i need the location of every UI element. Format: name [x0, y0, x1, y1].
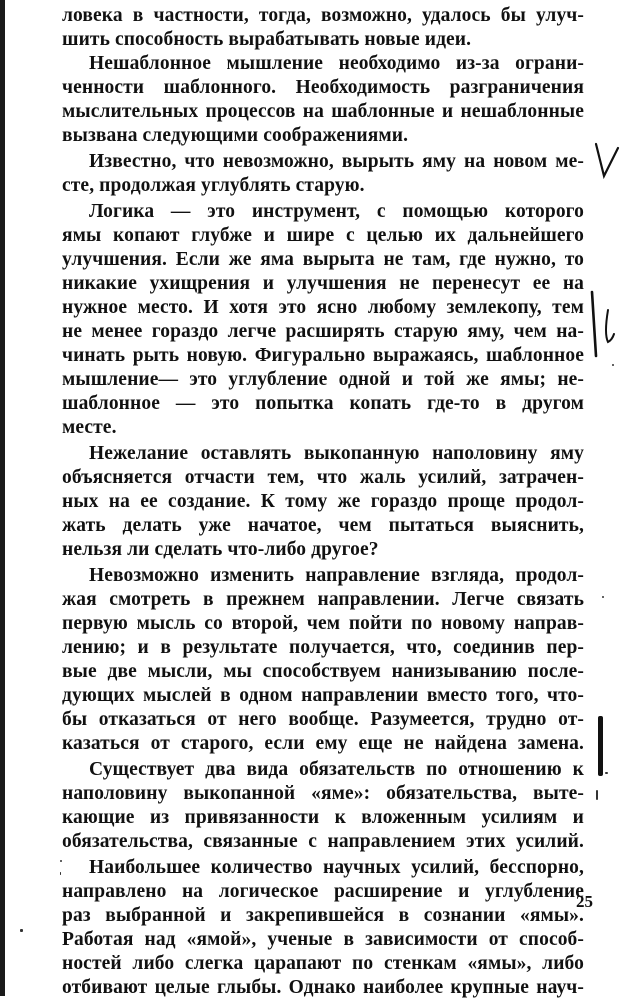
- handwritten-margin-bars-icon: [588, 290, 620, 360]
- scan-speck: [602, 596, 604, 598]
- text-line: шаблонное — это попытка копать где-то в другом: [62, 393, 584, 414]
- text-line: вые две мысли, мы способствуем нанизыванию после-: [62, 661, 584, 682]
- scan-speck: [60, 860, 62, 862]
- handwritten-checkmark-icon: [594, 140, 620, 185]
- text-line: чинать рыть новую. Фигурально выражаясь, шаблонное: [62, 345, 584, 366]
- text-line: не менее гораздо легче расширять старую яму, чем на-: [62, 321, 584, 342]
- text-line: ловека в частности, тогда, возможно, удалось бы улуч-: [62, 5, 584, 26]
- scan-speck: [605, 772, 608, 774]
- text-line: сте, продолжая углублять старую.: [62, 175, 365, 196]
- text-line: первую мысль со второй, чем пойти по новому направ-: [62, 613, 584, 634]
- text-line: наполовину выкопанной «яме»: обязательства, выте-: [62, 783, 584, 804]
- text-line: Существует два вида обязательств по отношению к: [89, 759, 584, 780]
- text-line: дующих мыслей в одном направлении вместо того, что-: [62, 685, 584, 706]
- text-line: ных на ее создание. К тому же гораздо проще продол-: [62, 491, 584, 512]
- text-line: жать делать уже начатое, чем пытаться выяснить,: [62, 515, 584, 536]
- scan-speck: [612, 364, 614, 366]
- text-line: Наибольшее количество научных усилий, бесспорно,: [89, 857, 584, 878]
- text-line: мыслительных процессов на шаблонные и нешаблонные: [62, 101, 584, 122]
- text-line: месте.: [62, 417, 117, 438]
- text-line: раз выбранной и закрепившейся в сознании «ямы».: [62, 905, 584, 926]
- scan-edge-border: [0, 0, 5, 996]
- text-line: казаться от старого, если ему еще не найдена замена.: [62, 733, 584, 754]
- text-line: обязательства, связанные с направлением этих усилий.: [62, 831, 584, 852]
- text-line: ченности шаблонного. Необходимость разграничения: [62, 77, 584, 98]
- text-line: кающие из привязанности к вложенным усилиям и: [62, 807, 584, 828]
- text-line: бы отказаться от него вообще. Разумеется, трудно от-: [62, 709, 584, 730]
- page-number: 25: [576, 892, 593, 911]
- text-line: Нешаблонное мышление необходимо из-за ограни-: [89, 53, 584, 74]
- text-line: улучшения. Если же яма вырыта не там, где нужно, то: [62, 249, 584, 270]
- text-line: мышление— это углубление одной и той же ямы; не-: [62, 369, 584, 390]
- text-line: Работая над «ямой», ученые в зависимости от способ-: [62, 929, 584, 950]
- text-line: ямы копают глубже и шире с целью их дальнейшего: [62, 225, 584, 246]
- text-line: направлено на логическое расширение и углубление: [62, 881, 584, 902]
- text-line: жая смотреть в прежнем направлении. Легче связать: [62, 589, 584, 610]
- text-line: Нежелание оставлять выкопанную наполовину яму: [89, 443, 584, 464]
- text-line: Известно, что невозможно, вырыть яму на новом ме-: [89, 151, 584, 172]
- handwritten-vertical-bar: [598, 716, 603, 776]
- text-line: отбивают целые глыбы. Однако наиболее крупные науч-: [62, 977, 584, 998]
- scan-speck: [20, 929, 23, 932]
- scan-speck: [60, 872, 61, 875]
- text-line: лению; и в результате получается, что, соединив пер-: [62, 637, 584, 658]
- text-line: никакие ухищрения и улучшения не перенесут ее на: [62, 273, 584, 294]
- text-line: нельзя ли сделать что-либо другое?: [62, 539, 379, 560]
- scan-speck: [596, 790, 598, 800]
- text-line: объясняется отчасти тем, что жаль усилий, затрачен-: [62, 467, 584, 488]
- text-line: шить способность вырабатывать новые идеи.: [62, 29, 472, 50]
- text-line: ностей либо слегка царапают по стенкам «ямы», либо: [62, 953, 584, 974]
- text-line: нужное место. И хотя это ясно любому землекопу, тем: [62, 297, 584, 318]
- text-line: Невозможно изменить направление взгляда, продол-: [89, 565, 584, 586]
- text-line: Логика — это инструмент, с помощью которого: [89, 201, 584, 222]
- text-line: вызвана следующими соображениями.: [62, 125, 409, 146]
